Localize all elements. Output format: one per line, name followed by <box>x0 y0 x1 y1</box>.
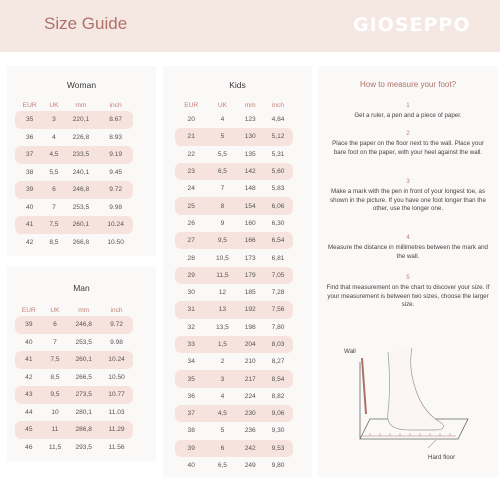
table-cell: 192 <box>237 301 263 318</box>
table-cell: 44 <box>25 408 33 416</box>
table-cell: 6,81 <box>271 254 285 262</box>
table-cell: 4 <box>52 133 56 141</box>
table-cell: 6,5 <box>217 462 227 470</box>
table-cell: 9,30 <box>271 427 285 435</box>
table-cell: 6 <box>44 181 63 199</box>
table-cell: 36 <box>25 133 34 141</box>
table-row <box>175 232 293 249</box>
table-cell: 11.56 <box>108 443 125 451</box>
table-row <box>15 386 133 404</box>
wall-label: Wall <box>344 348 356 355</box>
table-cell: 42 <box>25 238 34 246</box>
table-cell: 260,1 <box>64 216 99 234</box>
table-row <box>15 369 133 387</box>
table-row <box>15 404 133 422</box>
table-row <box>15 164 133 182</box>
table-cell: 166 <box>237 232 263 249</box>
table-cell: 11.03 <box>108 408 125 416</box>
table-cell: 39 <box>15 181 44 199</box>
table-cell: 9,5 <box>43 386 68 404</box>
column-header: EUR <box>184 102 199 109</box>
table-row <box>175 111 293 128</box>
table-cell: 5,5 <box>49 168 59 176</box>
table-row <box>15 234 133 252</box>
table-cell: 7,5 <box>43 351 68 369</box>
table-cell: 210 <box>244 358 256 366</box>
table-cell: 13,5 <box>215 323 229 331</box>
table-cell: 7 <box>52 203 56 211</box>
column-header: mm <box>244 102 256 109</box>
table-cell: 11 <box>43 421 68 439</box>
table-cell: 39 <box>175 440 207 457</box>
table-cell: 8.67 <box>98 111 133 129</box>
table-cell: 204 <box>237 336 263 353</box>
table-cell: 240,1 <box>72 168 90 176</box>
table-cell: 5,83 <box>271 185 285 193</box>
table-cell: 9.98 <box>109 203 123 211</box>
table-cell: 224 <box>244 392 256 400</box>
table-cell: 23 <box>175 163 207 180</box>
table-row <box>175 284 293 301</box>
table-cell: 9,5 <box>207 232 237 249</box>
man-size-panel <box>7 267 156 461</box>
table-cell: 7,28 <box>271 289 285 297</box>
table-cell: 10,5 <box>215 254 229 262</box>
table-cell: 249 <box>244 462 256 470</box>
measure-title: How to measure your foot? <box>359 80 457 89</box>
table-cell: 142 <box>237 163 263 180</box>
table-cell: 6 <box>207 440 237 457</box>
table-cell: 246,8 <box>67 316 100 334</box>
table-row <box>15 111 133 129</box>
table-cell: 7,56 <box>263 301 293 318</box>
table-cell: 10.77 <box>100 386 133 404</box>
table-cell: 130 <box>237 128 263 145</box>
kids-size-table <box>175 100 293 474</box>
table-row <box>15 316 133 334</box>
table-cell: 9,53 <box>263 440 293 457</box>
step-number: 2 <box>406 130 410 137</box>
table-cell: 198 <box>244 323 256 331</box>
table-cell: 2 <box>220 358 225 366</box>
table-cell: 43 <box>15 386 43 404</box>
step-number: 1 <box>406 102 410 109</box>
table-cell: 135 <box>244 150 256 158</box>
column-header: UK <box>49 102 59 109</box>
table-cell: 7 <box>220 185 225 193</box>
table-row <box>175 215 293 232</box>
table-cell: 9.72 <box>100 316 133 334</box>
table-cell: 5 <box>207 128 237 145</box>
column-header: inch <box>110 307 123 314</box>
table-row <box>175 370 293 387</box>
table-cell: 123 <box>244 116 256 124</box>
table-cell: 8,03 <box>263 336 293 353</box>
table-cell: 6,30 <box>271 219 285 227</box>
table-cell: 33 <box>175 336 207 353</box>
column-header: inch <box>109 102 122 109</box>
table-cell: 4,84 <box>271 116 285 124</box>
measure-instructions-panel <box>318 66 498 477</box>
column-header: EUR <box>21 307 36 314</box>
brand-logo: GIOSEPPO <box>353 14 471 36</box>
table-cell: 7,80 <box>271 323 285 331</box>
table-cell: 1,5 <box>207 336 237 353</box>
table-cell: 40 <box>187 462 195 470</box>
table-cell: 35 <box>175 370 207 387</box>
table-cell: 7,05 <box>263 267 293 284</box>
kids-title: Kids <box>229 80 246 90</box>
table-cell: 46 <box>25 443 33 451</box>
table-cell: 5 <box>220 427 225 435</box>
table-row <box>175 405 293 422</box>
table-cell: 185 <box>244 289 256 297</box>
table-cell: 5,31 <box>271 150 285 158</box>
table-cell: 3 <box>44 111 63 129</box>
table-row <box>175 197 293 214</box>
table-row <box>15 439 133 457</box>
column-header: inch <box>271 102 285 109</box>
table-cell: 253,5 <box>75 338 92 346</box>
table-cell: 230 <box>237 405 263 422</box>
table-row <box>175 319 293 336</box>
table-cell: 4 <box>220 116 225 124</box>
table-cell: 10.50 <box>107 238 124 246</box>
table-cell: 11,5 <box>207 267 237 284</box>
table-cell: 273,5 <box>67 386 100 404</box>
table-row <box>175 146 293 163</box>
table-cell: 8.93 <box>109 133 123 141</box>
table-cell: 30 <box>187 289 195 297</box>
table-cell: 4 <box>220 392 225 400</box>
step-text: Get a ruler, a pen and a piece of paper. <box>354 112 462 119</box>
table-cell: 37 <box>15 146 44 164</box>
table-cell: 10.24 <box>100 351 133 369</box>
table-cell: 6,06 <box>263 197 293 214</box>
table-cell: 179 <box>237 267 263 284</box>
table-cell: 7,5 <box>44 216 63 234</box>
table-cell: 11.29 <box>100 421 133 439</box>
table-cell: 41 <box>15 351 43 369</box>
table-cell: 12 <box>218 289 227 297</box>
table-cell: 154 <box>237 197 263 214</box>
table-header-row <box>15 305 133 316</box>
table-cell: 5,60 <box>263 163 293 180</box>
table-cell: 38 <box>187 427 195 435</box>
table-cell: 236 <box>244 427 256 435</box>
table-row <box>15 421 133 439</box>
table-cell: 7 <box>53 338 57 346</box>
column-header: mm <box>78 307 90 314</box>
table-cell: 5,12 <box>263 128 293 145</box>
step-text: Find that measurement on the chart to discover your size. If your measurement is between two sizes, choose the larger size. <box>326 284 490 309</box>
hard-floor-label: Hard floor <box>428 454 456 461</box>
table-cell: 10 <box>51 408 59 416</box>
table-cell: 8 <box>207 197 237 214</box>
woman-size-table <box>15 100 133 251</box>
man-title: Man <box>73 283 90 293</box>
table-cell: 242 <box>237 440 263 457</box>
table-cell: 5,5 <box>217 150 227 158</box>
table-cell: 9.98 <box>110 338 123 346</box>
table-cell: 45 <box>15 421 43 439</box>
table-cell: 173 <box>244 254 256 262</box>
table-cell: 41 <box>15 216 44 234</box>
table-header-row <box>15 100 133 111</box>
step-number: 4 <box>406 234 410 241</box>
table-cell: 9.45 <box>109 168 123 176</box>
table-cell: 233,5 <box>64 146 99 164</box>
table-cell: 22 <box>187 150 195 158</box>
table-cell: 253,5 <box>72 203 90 211</box>
table-row <box>175 353 293 370</box>
table-cell: 6,5 <box>207 163 237 180</box>
column-header: mm <box>75 102 87 109</box>
table-cell: 4,5 <box>44 146 63 164</box>
table-cell: 220,1 <box>64 111 99 129</box>
step-text: Place the paper on the floor next to the wall. Place your bare foot on the paper, with your heel against the wall. <box>332 140 484 156</box>
table-cell: 34 <box>187 358 195 366</box>
table-cell: 260,1 <box>67 351 100 369</box>
table-cell: 35 <box>15 111 44 129</box>
table-row <box>175 163 293 180</box>
table-cell: 39 <box>15 316 43 334</box>
step-text: Make a mark with the pen in front of your longest toe, as shown in the picture. If you have one foot longer than the other, use the longer one. <box>330 188 486 213</box>
table-cell: 21 <box>175 128 207 145</box>
table-cell: 9.72 <box>98 181 133 199</box>
table-cell: 160 <box>244 219 256 227</box>
table-cell: 3 <box>207 370 237 387</box>
table-cell: 32 <box>187 323 195 331</box>
table-cell: 246,8 <box>64 181 99 199</box>
table-row <box>15 129 133 147</box>
table-row <box>175 249 293 266</box>
kids-size-panel <box>163 66 312 477</box>
table-cell: 286,8 <box>67 421 100 439</box>
table-cell: 40 <box>25 203 34 211</box>
table-cell: 26 <box>187 219 195 227</box>
table-row <box>175 388 293 405</box>
table-row <box>15 181 133 199</box>
table-cell: 6,54 <box>263 232 293 249</box>
man-size-table <box>15 305 133 456</box>
table-cell: 9,80 <box>271 462 285 470</box>
table-cell: 266,8 <box>72 238 90 246</box>
table-cell: 8,54 <box>263 370 293 387</box>
table-cell: 29 <box>175 267 207 284</box>
table-cell: 25 <box>175 197 207 214</box>
table-cell: 8,82 <box>271 392 285 400</box>
table-cell: 20 <box>187 116 195 124</box>
table-row <box>175 301 293 318</box>
table-cell: 42 <box>25 373 33 381</box>
table-row <box>175 440 293 457</box>
table-row <box>175 128 293 145</box>
table-cell: 11,5 <box>48 443 62 451</box>
table-cell: 8,5 <box>50 373 60 381</box>
table-row <box>15 199 133 217</box>
woman-size-panel <box>7 66 156 256</box>
column-header: EUR <box>22 102 37 109</box>
table-cell: 13 <box>207 301 237 318</box>
table-cell: 6 <box>43 316 68 334</box>
table-row <box>15 216 133 234</box>
header <box>0 0 500 52</box>
table-cell: 4,5 <box>207 405 237 422</box>
column-header: UK <box>217 102 227 109</box>
table-cell: 217 <box>237 370 263 387</box>
table-cell: 36 <box>187 392 195 400</box>
table-cell: 148 <box>244 185 256 193</box>
table-cell: 27 <box>175 232 207 249</box>
table-cell: 8,27 <box>271 358 285 366</box>
table-cell: 9.19 <box>98 146 133 164</box>
column-header: UK <box>50 307 60 314</box>
table-cell: 293,5 <box>75 443 92 451</box>
table-row <box>175 267 293 284</box>
table-cell: 40 <box>25 338 33 346</box>
table-cell: 38 <box>25 168 34 176</box>
table-cell: 10.24 <box>98 216 133 234</box>
table-row <box>15 334 133 352</box>
table-row <box>175 457 293 474</box>
foot-measure-illustration <box>340 344 490 459</box>
step-number: 5 <box>406 274 410 281</box>
step-text: Measure the distance in millimetres between the mark and the wall. <box>328 244 488 260</box>
table-row <box>15 146 133 164</box>
table-cell: 9 <box>220 219 225 227</box>
step-number: 3 <box>406 178 410 185</box>
table-row <box>175 336 293 353</box>
page-title: Size Guide <box>44 14 128 33</box>
table-cell: 28 <box>187 254 195 262</box>
table-cell: 280,1 <box>75 408 92 416</box>
table-cell: 266,5 <box>75 373 92 381</box>
table-cell: 31 <box>175 301 207 318</box>
table-cell: 24 <box>187 185 195 193</box>
table-row <box>175 180 293 197</box>
table-cell: 9,06 <box>263 405 293 422</box>
woman-title: Woman <box>66 80 97 90</box>
table-cell: 37 <box>175 405 207 422</box>
table-cell: 8,5 <box>49 238 59 246</box>
table-row <box>175 422 293 439</box>
table-row <box>15 351 133 369</box>
table-header-row <box>175 100 293 111</box>
table-cell: 226,8 <box>72 133 90 141</box>
table-cell: 10.50 <box>108 373 125 381</box>
